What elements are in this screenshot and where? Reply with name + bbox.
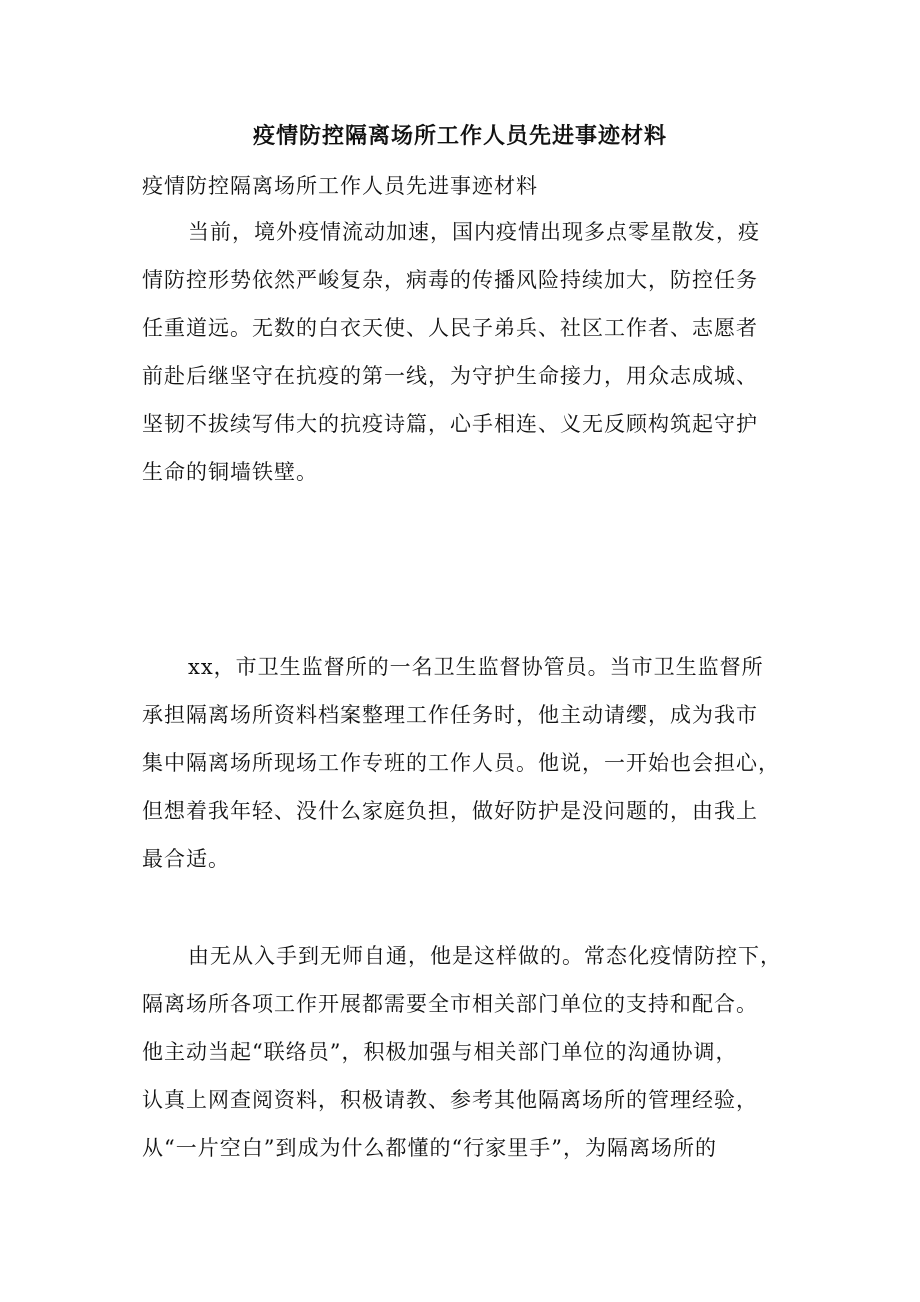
- paragraph-line: 生命的铜墙铁壁。: [142, 460, 318, 484]
- paragraph-line: 任重道远。无数的白衣天使、人民子弟兵、社区工作者、志愿者: [142, 316, 758, 340]
- paragraph-line: 从“一片空白”到成为什么都懂的“行家里手”，为隔离场所的: [142, 1136, 717, 1160]
- paragraph-line: 由无从入手到无师自通，他是这样做的。常态化疫情防控下，: [188, 944, 782, 968]
- paragraph-achievement: [142, 932, 802, 1172]
- paragraph-line: 他主动当起“联络员”，积极加强与相关部门单位的沟通协调，: [142, 1040, 738, 1064]
- paragraph-line: 隔离场所各项工作开展都需要全市相关部门单位的支持和配合。: [142, 992, 758, 1016]
- paragraph-line: 认真上网查阅资料，积极请教、参考其他隔离场所的管理经验，: [142, 1088, 758, 1112]
- paragraph-line: 集中隔离场所现场工作专班的工作人员。他说，一开始也会担心，: [142, 751, 780, 775]
- paragraph-profile: [142, 643, 802, 883]
- document-subtitle: 疫情防控隔离场所工作人员先进事迹材料: [142, 174, 538, 198]
- paragraph-line: 当前，境外疫情流动加速，国内疫情出现多点零星散发，疫: [188, 220, 760, 244]
- paragraph-line: 情防控形势依然严峻复杂，病毒的传播风险持续加大，防控任务: [142, 268, 758, 292]
- paragraph-line: 最合适。: [142, 847, 230, 871]
- paragraph-line: 前赴后继坚守在抗疫的第一线，为守护生命接力，用众志成城、: [142, 364, 758, 388]
- paragraph-line: xx，市卫生监督所的一名卫生监督协管员。当市卫生监督所: [188, 655, 764, 679]
- paragraph-line: 承担隔离场所资料档案整理工作任务时，他主动请缨，成为我市: [142, 703, 758, 727]
- paragraph-line: 坚韧不拔续写伟大的抗疫诗篇，心手相连、义无反顾构筑起守护: [142, 412, 758, 436]
- paragraph-intro: [142, 208, 802, 496]
- document-title: 疫情防控隔离场所工作人员先进事迹材料: [252, 123, 667, 149]
- paragraph-line: 但想着我年轻、没什么家庭负担，做好防护是没问题的，由我上: [142, 799, 758, 823]
